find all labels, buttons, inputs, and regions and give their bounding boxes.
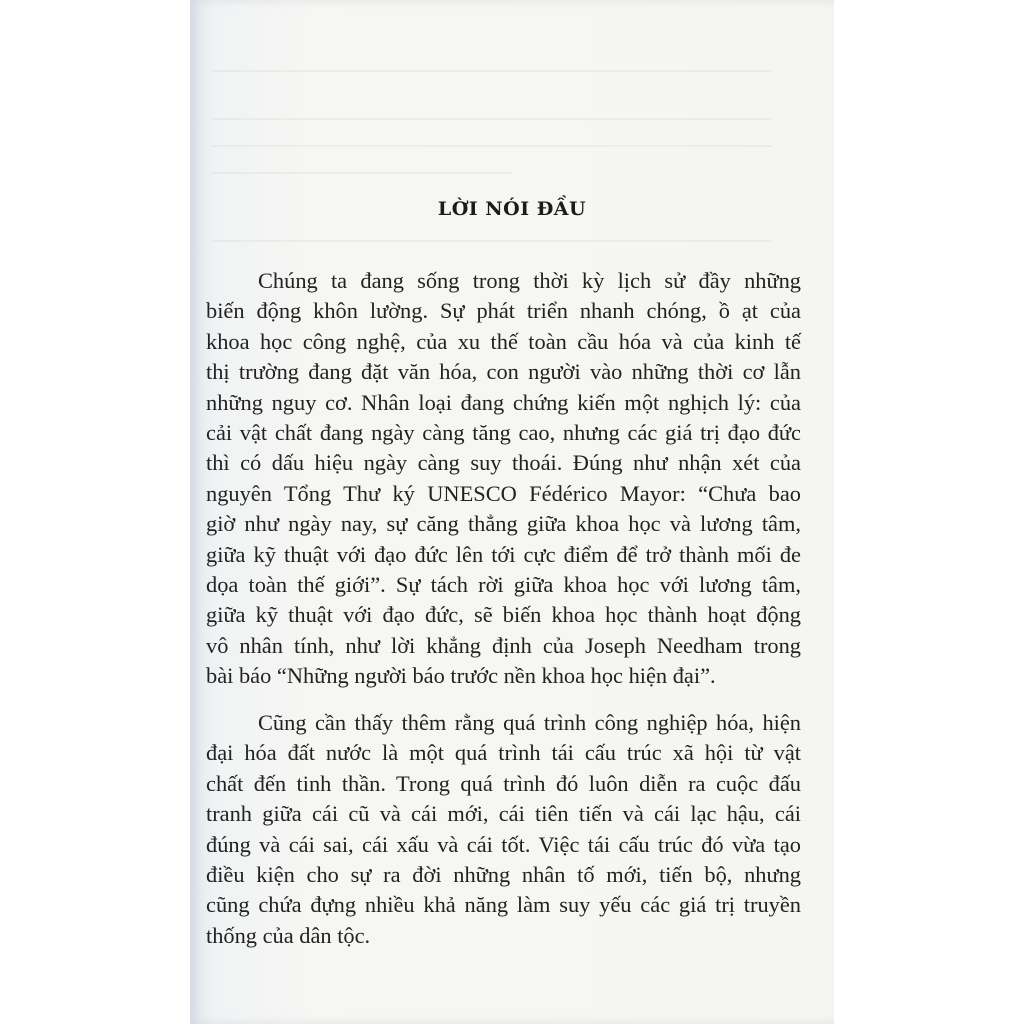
paragraph-line: Cũng cần thấy thêm rằng quá trình công nghiệp hóa, hiện bbox=[258, 710, 801, 735]
paragraph-line: giữa kỹ thuật với đạo đức, sẽ biến khoa học thành hoạt động bbox=[206, 602, 801, 628]
paragraph-line: biến động khôn lường. Sự phát triển nhanh chóng, ồ ạt của bbox=[206, 298, 801, 324]
paragraph-line: cải vật chất đang ngày càng tăng cao, nhưng các giá trị đạo đức bbox=[206, 420, 801, 446]
paragraph-2 bbox=[206, 708, 801, 951]
page-heading: LỜI NÓI ĐẦU bbox=[437, 198, 587, 220]
paragraph-1 bbox=[206, 266, 801, 692]
paragraph-line: thì có dấu hiệu ngày càng suy thoái. Đúng như nhận xét của bbox=[206, 450, 801, 476]
paragraph-line: nguyên Tổng Thư ký UNESCO Fédérico Mayor: “Chưa bao bbox=[206, 480, 801, 506]
paragraph-line: dọa toàn thế giới”. Sự tách rời giữa khoa học với lương tâm, bbox=[206, 572, 801, 598]
paragraph-line: thị trường đang đặt văn hóa, con người vào những thời cơ lẫn bbox=[206, 359, 801, 385]
paragraph-line: đúng và cái sai, cái xấu và cái tốt. Việc tái cấu trúc đó vừa tạo bbox=[206, 831, 801, 857]
paragraph-line: giờ như ngày nay, sự căng thẳng giữa khoa học và lương tâm, bbox=[206, 511, 801, 537]
paragraph-line: cũng chứa đựng nhiều khả năng làm suy yếu các giá trị truyền bbox=[206, 892, 801, 918]
paragraph-line: điều kiện cho sự ra đời những nhân tố mới, tiến bộ, nhưng bbox=[206, 862, 801, 888]
paragraph-line: đại hóa đất nước là một quá trình tái cấu trúc xã hội từ vật bbox=[206, 740, 801, 766]
paragraph-line: giữa kỹ thuật với đạo đức lên tới cực điểm để trở thành mối đe bbox=[206, 541, 801, 567]
paragraph-line: thống của dân tộc. bbox=[206, 922, 371, 948]
paragraph-line: bài báo “Những người báo trước nền khoa học hiện đại”. bbox=[206, 663, 716, 689]
paragraph-line: những nguy cơ. Nhân loại đang chứng kiến một nghịch lý: của bbox=[206, 389, 801, 415]
paragraph-line: khoa học công nghệ, của xu thế toàn cầu hóa và của kinh tế bbox=[206, 328, 801, 354]
paragraph-line: chất đến tinh thần. Trong quá trình đó luôn diễn ra cuộc đấu bbox=[206, 770, 801, 796]
paragraph-line: vô nhân tính, như lời khẳng định của Joseph Needham trong bbox=[206, 632, 801, 658]
paragraph-line: tranh giữa cái cũ và cái mới, cái tiên tiến và cái lạc hậu, cái bbox=[206, 801, 801, 827]
book-page bbox=[190, 0, 834, 1024]
paragraph-line: Chúng ta đang sống trong thời kỳ lịch sử đầy những bbox=[258, 268, 801, 293]
